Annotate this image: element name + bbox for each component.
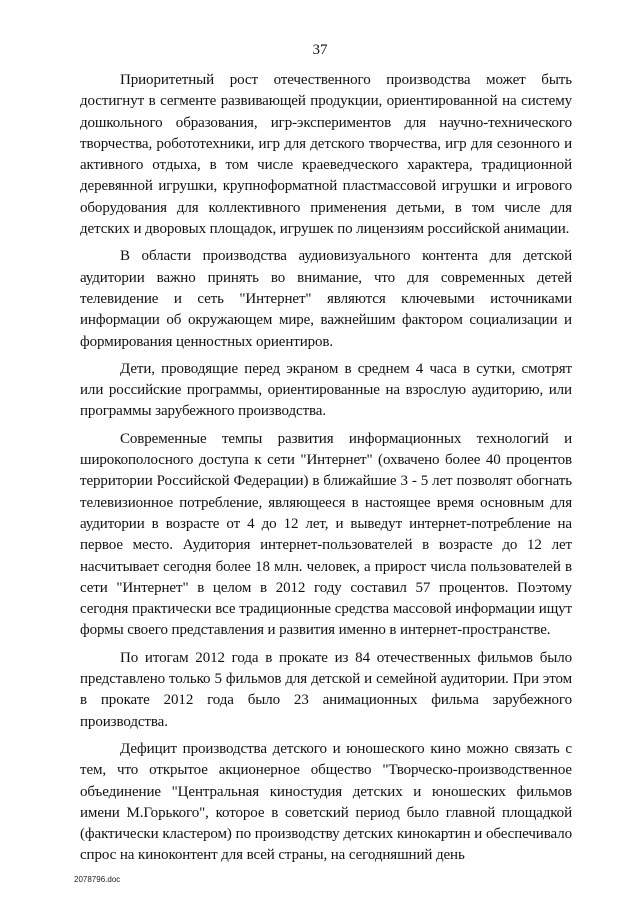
paragraph-1: Приоритетный рост отечественного производства может быть достигнут в сегменте развивающей продукции, ориентированной на систему дошкольного образования, игр-экспериментов для научно-технического творчества, робототехники, игр для детского творчества, игр для сезонного и активного отдыха, в том числе краеведческого характера, традиционной деревянной игрушки, крупноформатной пластмассовой игрушки и игрового оборудования для коллективного применения детьми, в том числе для детских и дворовых площадок, игрушек по лицензиям российской анимации. xyxy=(80,72,572,238)
page-number: 37 xyxy=(312,42,328,58)
document-body xyxy=(80,70,572,867)
footer-filename: 2078796.doc xyxy=(74,875,121,884)
paragraph-2: В области производства аудиовизуального контента для детской аудитории важно принять во внимание, что для современных детей телевидение и сеть "Интернет" являются ключевыми источниками информации об окружающем мире, важнейшим фактором социализации и формирования ценностных ориентиров. xyxy=(80,248,572,350)
paragraph-6: Дефицит производства детского и юношеского кино можно связать с тем, что открытое акционерное общество "Творческо-производственное объединение "Центральная киностудия детских и юношеских фильмов имени М.Горького", которое в советский период было главной площадкой (фактически кластером) по производству детских кинокартин и обеспечивало спрос на киноконтент для всей страны, на сегодняшний день xyxy=(80,740,572,864)
paragraph-4: Современные темпы развития информационных технологий и широкополосного доступа к сети "Интернет" (охвачено более 40 процентов территории Российской Федерации) в ближайшие 3 - 5 лет позволят обогнать телевизионное потребление, являющееся в настоящее время основным для аудитории в возрасте от 4 до 12 лет, и выведут интернет-потребление на первое место. Аудитория интернет-пользователей в возрасте до 12 лет насчитывает сегодня более 18 млн. человек, а прирост числа пользователей в сети "Интернет" в целом в 2012 году составил 57 процентов. Поэтому сегодня практически все традиционные средства массовой информации ищут формы своего представления и развития именно в интернет-пространстве. xyxy=(80,430,572,639)
paragraph-3: Дети, проводящие перед экраном в среднем 4 часа в сутки, смотрят или российские программы, ориентированные на взрослую аудиторию, или программы зарубежного производства. xyxy=(80,360,572,420)
paragraph-5: По итогам 2012 года в прокате из 84 отечественных фильмов было представлено только 5 фильмов для детской и семейной аудитории. При этом в прокате 2012 года было 23 анимационных фильма зарубежного производства. xyxy=(80,649,572,730)
